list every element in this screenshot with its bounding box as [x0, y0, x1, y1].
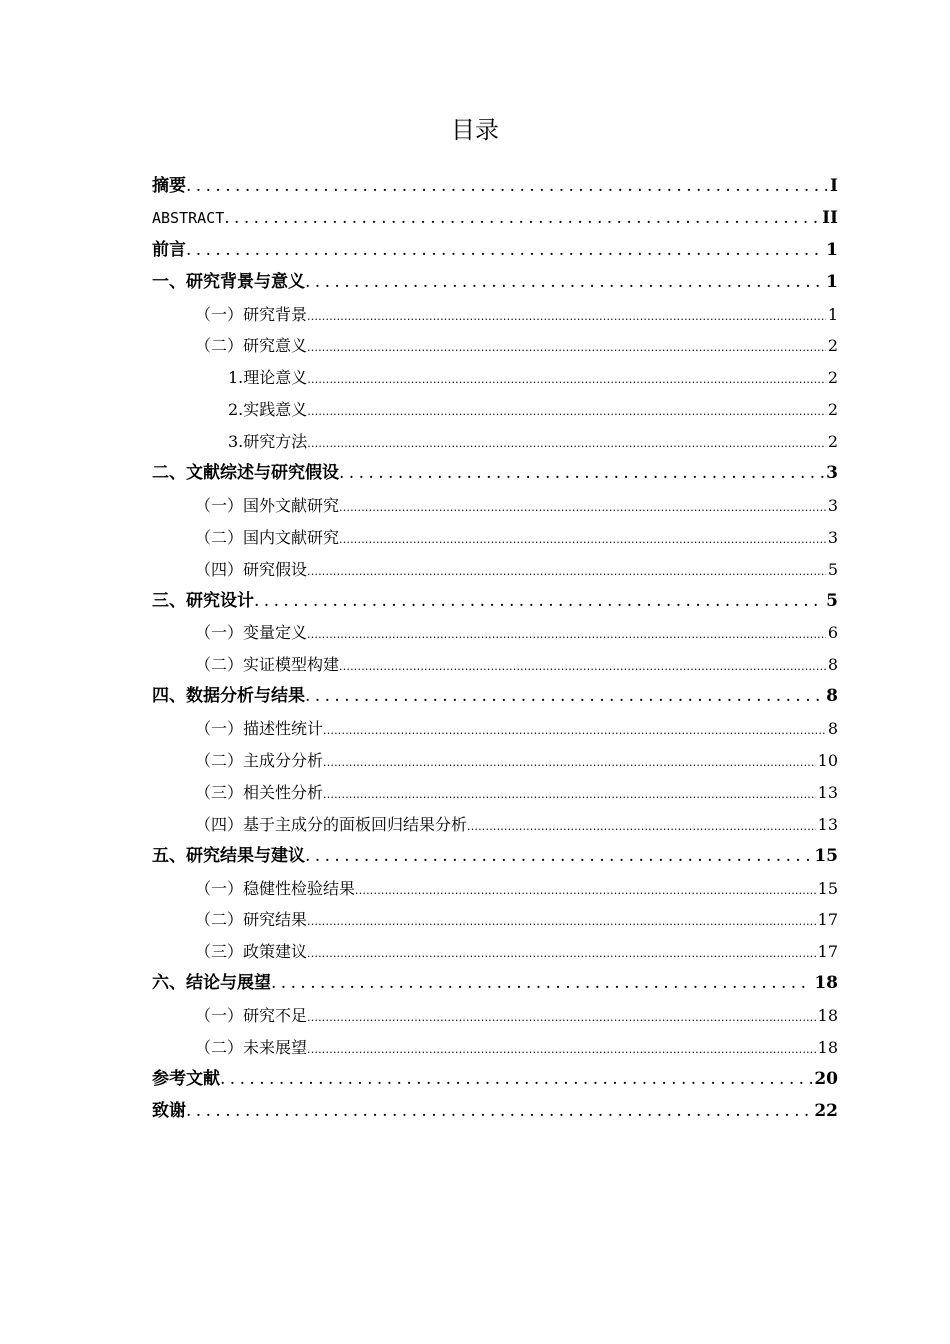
toc-entry[interactable] [152, 809, 838, 841]
toc-entry[interactable] [152, 330, 838, 362]
dot-leader [307, 936, 816, 970]
toc-entry[interactable] [152, 1000, 838, 1032]
toc-entry[interactable] [152, 586, 838, 618]
toc-entry-page-number: I [830, 176, 838, 196]
toc-entry-label: （二）实证模型构建 [195, 655, 340, 675]
toc-entry-label: （二）主成分分析 [195, 751, 324, 771]
dot-leader [355, 873, 816, 907]
toc-entry-page-number: 8 [827, 719, 838, 739]
toc-entry[interactable] [152, 936, 838, 968]
toc-entry[interactable] [152, 267, 838, 299]
toc-entry[interactable] [152, 1032, 838, 1064]
toc-entry[interactable] [152, 458, 838, 490]
toc-entry-label: 一、研究背景与意义 [152, 271, 305, 292]
dot-leader [339, 458, 824, 490]
toc-entry-page-number: 22 [814, 1100, 838, 1121]
toc-entry[interactable] [152, 394, 838, 426]
toc-entry-page-number: 3 [826, 463, 838, 484]
dot-leader [323, 713, 826, 747]
toc-entry-label: 六、结论与展望 [152, 973, 271, 994]
toc-entry[interactable] [152, 968, 838, 1000]
toc-entry-page-number: 18 [817, 1038, 838, 1058]
toc-entry-page-number: 3 [827, 495, 838, 515]
dot-leader [339, 649, 826, 683]
toc-entry-page-number: 5 [827, 559, 838, 579]
dot-leader [186, 171, 828, 203]
toc-entry[interactable] [152, 554, 838, 586]
toc-entry-page-number: 2 [827, 400, 838, 420]
toc-entry[interactable] [152, 490, 838, 522]
toc-entry-label: （一）稳健性检验结果 [195, 878, 356, 898]
dot-leader [307, 330, 826, 364]
toc-entry[interactable] [152, 681, 838, 713]
dot-leader [224, 203, 820, 235]
toc-entry[interactable] [152, 649, 838, 681]
toc-entry-label: 前言 [152, 239, 186, 260]
toc-entry-page-number: 2 [827, 432, 838, 452]
toc-entry-page-number: 2 [827, 368, 838, 388]
toc-entry-label: （三）政策建议 [195, 942, 308, 962]
dot-leader [305, 267, 824, 299]
toc-entry-label: 五、研究结果与建议 [152, 845, 305, 866]
dot-leader [220, 1064, 812, 1096]
dot-leader [307, 362, 826, 396]
toc-entry-label: （一）描述性统计 [195, 719, 324, 739]
dot-leader [271, 968, 812, 1000]
toc-entry[interactable] [152, 745, 838, 777]
toc-entry-page-number: II [822, 207, 838, 228]
dot-leader [307, 904, 816, 938]
toc-entry-label: （二）国内文献研究 [195, 527, 340, 547]
toc-entry-page-number: 8 [826, 686, 838, 707]
toc-entry-label: （四）基于主成分的面板回归结果分析 [195, 814, 468, 834]
dot-leader [307, 617, 826, 651]
dot-leader [339, 522, 826, 556]
toc-entry-page-number: 18 [814, 973, 838, 994]
toc-list [152, 171, 838, 1128]
toc-entry[interactable] [152, 235, 838, 267]
toc-entry[interactable] [152, 171, 838, 203]
toc-entry-label: （一）国外文献研究 [195, 495, 340, 515]
toc-entry-label: （二）研究意义 [195, 336, 308, 356]
toc-entry-page-number: 15 [814, 845, 838, 866]
toc-entry-label: 致谢 [152, 1100, 186, 1121]
toc-entry[interactable] [152, 617, 838, 649]
dot-leader [323, 745, 816, 779]
dot-leader [307, 554, 826, 588]
toc-entry-page-number: 20 [814, 1068, 838, 1089]
toc-entry-label: （一）研究不足 [195, 1006, 308, 1026]
toc-entry-label: （二）研究结果 [195, 910, 308, 930]
toc-entry-page-number: 15 [817, 878, 838, 898]
dot-leader [307, 1032, 816, 1066]
toc-entry-page-number: 8 [827, 655, 838, 675]
toc-entry-label: （一）研究背景 [195, 304, 308, 324]
toc-entry[interactable] [152, 203, 838, 235]
dot-leader [186, 1096, 812, 1128]
toc-entry-page-number: 1 [827, 304, 838, 324]
toc-entry-page-number: 1 [826, 239, 838, 260]
dot-leader [467, 809, 816, 843]
dot-leader [307, 299, 826, 333]
toc-entry[interactable] [152, 777, 838, 809]
toc-entry-page-number: 13 [817, 782, 838, 802]
toc-entry[interactable] [152, 1096, 838, 1128]
toc-entry-page-number: 1 [826, 271, 838, 292]
toc-entry-label: 四、数据分析与结果 [152, 686, 305, 707]
toc-entry[interactable] [152, 713, 838, 745]
dot-leader [254, 586, 824, 618]
toc-entry[interactable] [152, 841, 838, 873]
toc-entry-page-number: 5 [826, 590, 838, 611]
toc-entry-label: 2.实践意义 [228, 400, 308, 420]
toc-entry-page-number: 18 [817, 1006, 838, 1026]
toc-entry-page-number: 17 [817, 910, 838, 930]
toc-entry-page-number: 2 [827, 336, 838, 356]
toc-entry-label: 参考文献 [152, 1068, 220, 1089]
dot-leader [339, 490, 826, 524]
toc-entry[interactable] [152, 426, 838, 458]
toc-entry-label: （二）未来展望 [195, 1038, 308, 1058]
toc-entry-label: （四）研究假设 [195, 559, 308, 579]
toc-entry[interactable] [152, 522, 838, 554]
toc-title: 目录 [451, 116, 499, 144]
toc-entry-page-number: 3 [827, 527, 838, 547]
toc-entry-label: 三、研究设计 [152, 590, 254, 611]
toc-entry-page-number: 6 [827, 623, 838, 643]
toc-entry[interactable] [152, 1064, 838, 1096]
toc-entry-page-number: 10 [817, 751, 838, 771]
toc-entry[interactable] [152, 362, 838, 394]
toc-entry-page-number: 13 [817, 814, 838, 834]
toc-entry-label: 1.理论意义 [228, 368, 308, 388]
toc-entry-page-number: 17 [817, 942, 838, 962]
toc-entry-label: （一）变量定义 [195, 623, 308, 643]
dot-leader [186, 235, 824, 267]
toc-entry-label: 3.研究方法 [228, 432, 308, 452]
toc-entry[interactable] [152, 299, 838, 331]
dot-leader [305, 841, 812, 873]
dot-leader [307, 1000, 816, 1034]
toc-entry-label: 摘要 [152, 176, 186, 196]
dot-leader [307, 426, 826, 460]
toc-entry[interactable] [152, 904, 838, 936]
dot-leader [323, 777, 816, 811]
toc-entry-label: ABSTRACT [152, 208, 225, 227]
toc-entry-label: 二、文献综述与研究假设 [152, 463, 339, 484]
toc-entry-label: （三）相关性分析 [195, 782, 324, 802]
dot-leader [305, 681, 824, 713]
dot-leader [307, 394, 826, 428]
toc-entry[interactable] [152, 873, 838, 905]
